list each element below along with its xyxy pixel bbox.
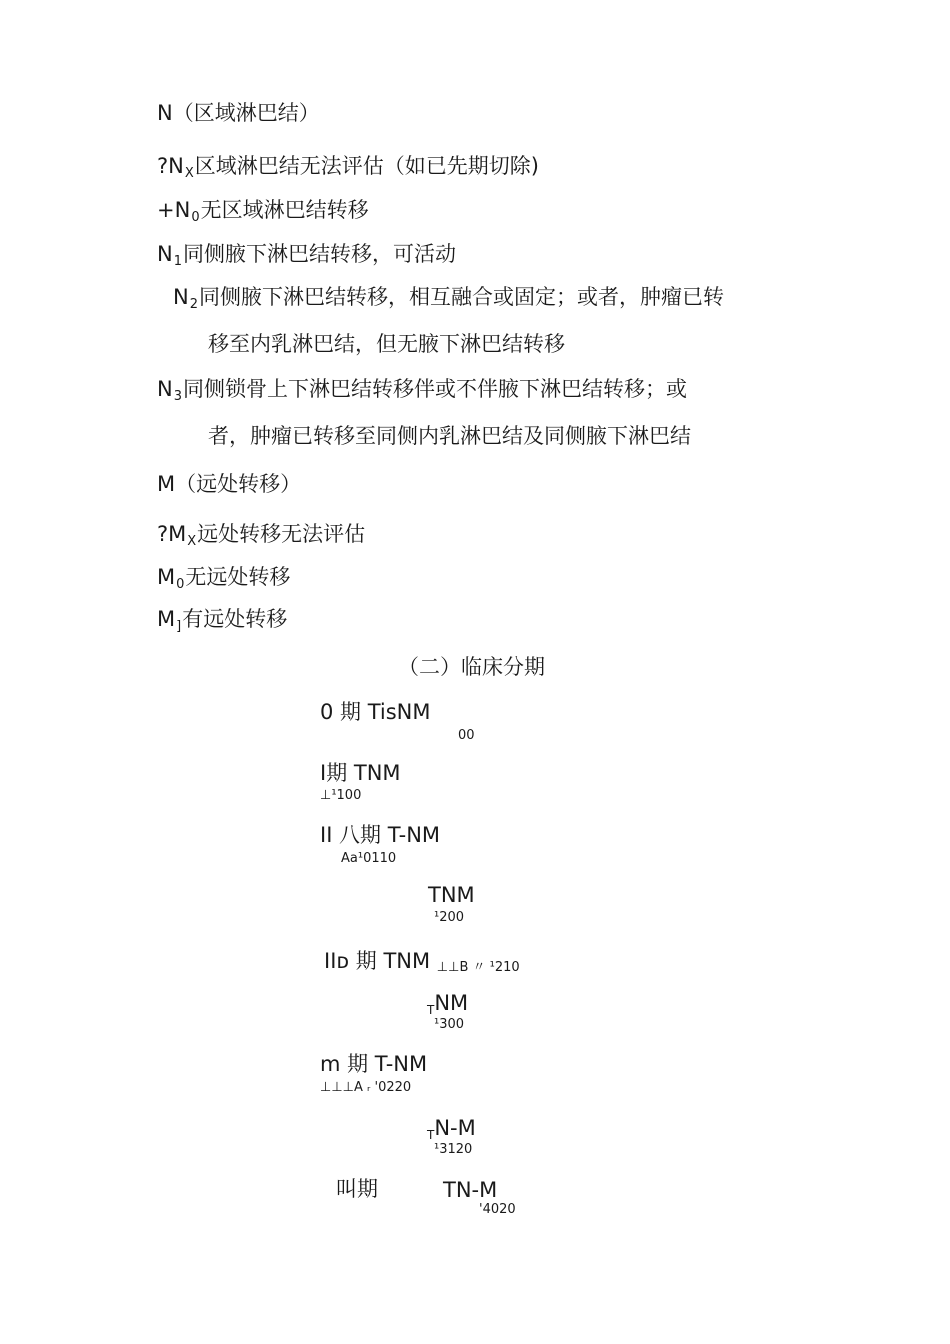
stage-2a-alt-subscript: ¹200 xyxy=(434,910,465,925)
stage-2b-alt-prefix: T xyxy=(427,1003,435,1017)
stage-3a-alt-text: N-M xyxy=(434,1116,476,1140)
stage-1-subscript: ⊥¹100 xyxy=(320,788,362,803)
stage-1-text: Ⅰ期 TNM xyxy=(320,761,401,785)
n-2-line xyxy=(173,285,724,317)
n-2-continuation: 移至内乳淋巴结，但无腋下淋巴结转移 xyxy=(208,332,565,356)
n-1-text: 同侧腋下淋巴结转移，可活动 xyxy=(183,242,456,266)
m-0-line xyxy=(157,565,290,597)
n-3-continuation: 者，肿瘤已转移至同侧内乳淋巴结及同侧腋下淋巴结 xyxy=(208,424,691,448)
m-0-text: 无远处转移 xyxy=(185,565,291,589)
n-1-sub: 1 xyxy=(173,254,182,269)
n-2-text: 同侧腋下淋巴结转移，相互融合或固定；或者，肿瘤已转 xyxy=(199,285,724,309)
m-0-sub: 0 xyxy=(176,577,185,592)
stage-3a-text: m 期 T-NM xyxy=(320,1052,428,1076)
n-x-code: ?N xyxy=(157,154,184,178)
n-0-sub: 0 xyxy=(191,210,200,225)
stage-4-text: TN-M xyxy=(443,1178,498,1202)
stage-2b-alt-subscript: ¹300 xyxy=(434,1017,465,1032)
n-heading: N（区域淋巴结） xyxy=(157,101,320,125)
n-0-line xyxy=(157,198,369,230)
n-x-text: 区域淋巴结无法评估（如已先期切除) xyxy=(194,154,539,178)
stage-3a-subscript: ⊥⊥⊥A ᵣ '0220 xyxy=(320,1080,412,1095)
n-2-sub: 2 xyxy=(189,297,198,312)
m-0-code: M xyxy=(157,565,176,589)
stage-2b-subscript: ⊥⊥B 〃 ¹210 xyxy=(436,960,520,975)
stage-4-label: 叫期 xyxy=(336,1177,378,1201)
n-x-line xyxy=(157,154,539,186)
m-x-text: 远处转移无法评估 xyxy=(197,522,366,546)
n-3-text: 同侧锁骨上下淋巴结转移伴或不伴腋下淋巴结转移；或 xyxy=(183,377,687,401)
m-x-sub: X xyxy=(187,534,197,549)
stage-3a-alt-subscript: ¹3120 xyxy=(434,1142,473,1157)
n-3-code: N xyxy=(157,377,173,401)
n-1-code: N xyxy=(157,242,173,266)
m-x-line xyxy=(157,522,365,554)
stage-2a-alt-text: TNM xyxy=(428,883,475,907)
m-1-sub: ] xyxy=(176,619,182,634)
m-1-line xyxy=(157,607,287,639)
stage-2b-alt-text: NM xyxy=(434,991,469,1015)
stage-2a-text: II 八期 T-NM xyxy=(320,823,441,847)
stage-0-subscript: 00 xyxy=(458,728,475,743)
n-3-sub: 3 xyxy=(173,389,182,404)
n-0-code: +N xyxy=(157,198,191,222)
stage-2a-subscript: Aa¹0110 xyxy=(341,851,397,866)
n-3-line xyxy=(157,377,687,409)
n-0-text: 无区域淋巴结转移 xyxy=(200,198,369,222)
m-1-text: 有远处转移 xyxy=(182,607,288,631)
stage-0-text: 0 期 TisNM xyxy=(320,700,431,724)
m-1-code: M xyxy=(157,607,176,631)
n-2-code: N xyxy=(173,285,189,309)
stage-4-subscript: '4020 xyxy=(479,1202,516,1217)
m-heading: M（远处转移） xyxy=(157,472,302,496)
m-x-code: ?M xyxy=(157,522,187,546)
n-1-line xyxy=(157,242,456,274)
staging-heading: （二）临床分期 xyxy=(398,655,545,679)
stage-2b-line xyxy=(324,949,520,980)
stage-2b-text: IIᴅ 期 TNM xyxy=(324,949,431,973)
n-x-sub: X xyxy=(184,166,194,181)
stage-3a-alt-prefix: T xyxy=(427,1128,435,1142)
